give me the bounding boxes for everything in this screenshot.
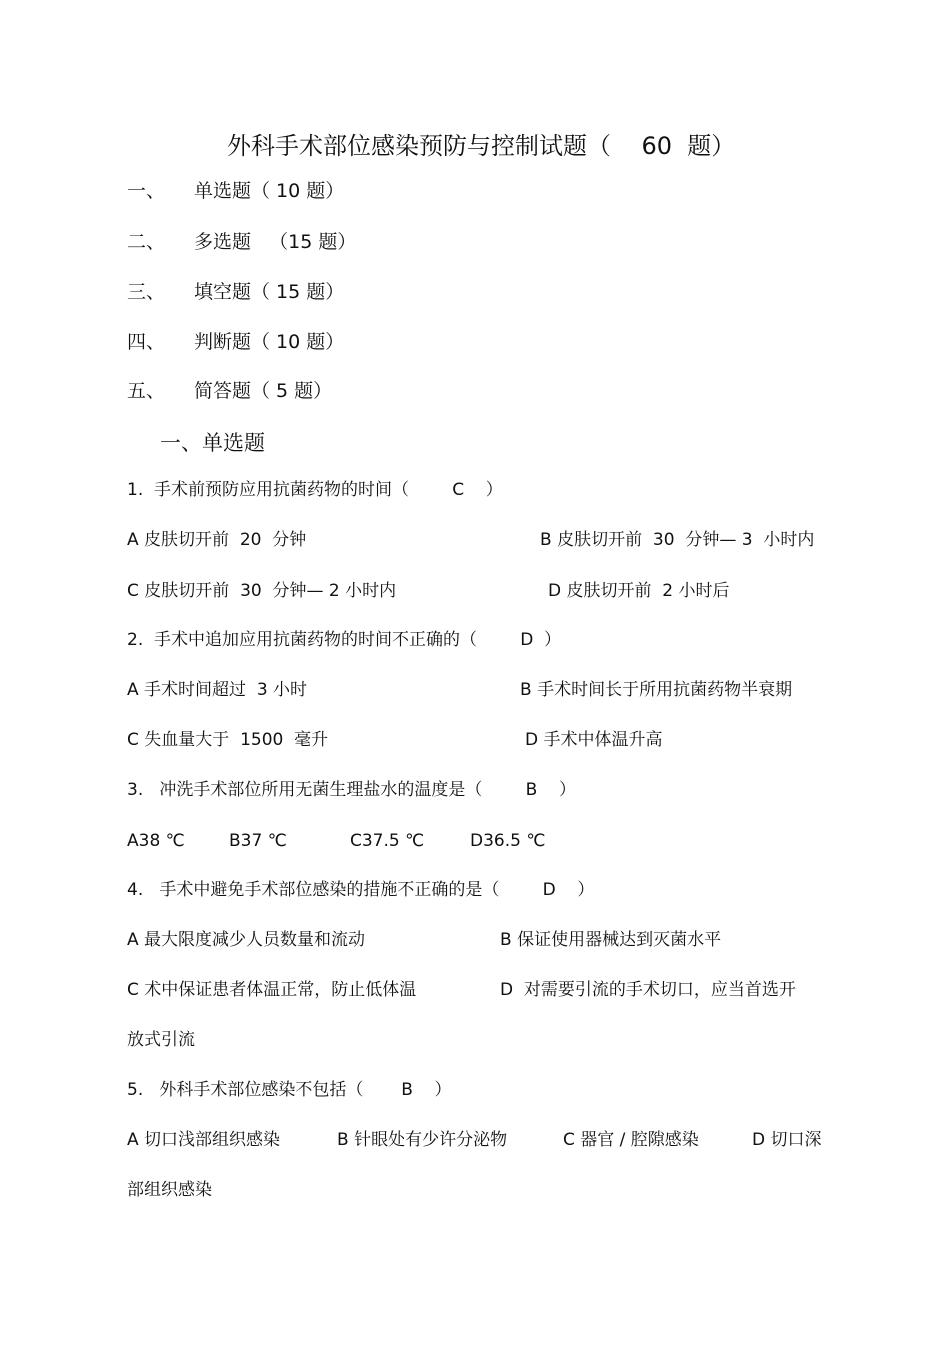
section-item: 单选题（ 10 题） — [194, 180, 345, 202]
section-number: 三、 — [127, 281, 166, 303]
answer-option: A38 ℃ — [127, 831, 185, 851]
answer-option: D 对需要引流的手术切口，应当首选开 — [500, 980, 796, 1000]
page-title: 外科手术部位感染预防与控制试题（ 60 题） — [227, 132, 736, 160]
answer-option: C 失血量大于 1500 毫升 — [127, 730, 329, 750]
section-number: 五、 — [127, 380, 166, 402]
answer-option: C 器官 / 腔隙感染 — [563, 1130, 699, 1150]
section-number: 二、 — [127, 231, 166, 253]
question-stem: 5. 外科手术部位感染不包括（ B ） — [127, 1080, 452, 1100]
question-stem: 4. 手术中避免手术部位感染的措施不正确的是（ D ） — [127, 880, 595, 900]
answer-option: B 手术时间长于所用抗菌药物半衰期 — [520, 680, 793, 700]
answer-option: B 针眼处有少许分泌物 — [337, 1130, 508, 1150]
answer-option: D 切口深 — [752, 1130, 822, 1150]
answer-option: D 手术中体温升高 — [525, 730, 663, 750]
answer-option: A 切口浅部组织感染 — [127, 1130, 281, 1150]
part-heading: 一、单选题 — [160, 431, 265, 455]
answer-option: A 皮肤切开前 20 分钟 — [127, 530, 307, 550]
answer-option: D36.5 ℃ — [470, 831, 546, 851]
question-stem: 3. 冲洗手术部位所用无菌生理盐水的温度是（ B ） — [127, 780, 576, 800]
answer-option-continuation: 放式引流 — [127, 1030, 195, 1050]
answer-option: C 术中保证患者体温正常，防止低体温 — [127, 980, 417, 1000]
answer-option: C 皮肤切开前 30 分钟— 2 小时内 — [127, 581, 397, 601]
answer-option: B 保证使用器械达到灭菌水平 — [500, 930, 722, 950]
answer-option: A 最大限度减少人员数量和流动 — [127, 930, 366, 950]
answer-option: C37.5 ℃ — [350, 831, 425, 851]
answer-option-continuation: 部组织感染 — [127, 1180, 212, 1200]
answer-option: B37 ℃ — [229, 831, 287, 851]
section-number: 一、 — [127, 180, 166, 202]
section-item: 简答题（ 5 题） — [194, 380, 333, 402]
answer-option: A 手术时间超过 3 小时 — [127, 680, 308, 700]
answer-option: D 皮肤切开前 2 小时后 — [548, 581, 730, 601]
section-number: 四、 — [127, 331, 166, 353]
question-stem: 1. 手术前预防应用抗菌药物的时间（ C ） — [127, 480, 503, 500]
section-item: 判断题（ 10 题） — [194, 331, 345, 353]
section-item: 填空题（ 15 题） — [194, 281, 345, 303]
section-item: 多选题 （15 题） — [194, 231, 357, 253]
answer-option: B 皮肤切开前 30 分钟— 3 小时内 — [540, 530, 815, 550]
question-stem: 2. 手术中追加应用抗菌药物的时间不正确的（ D ） — [127, 630, 562, 650]
